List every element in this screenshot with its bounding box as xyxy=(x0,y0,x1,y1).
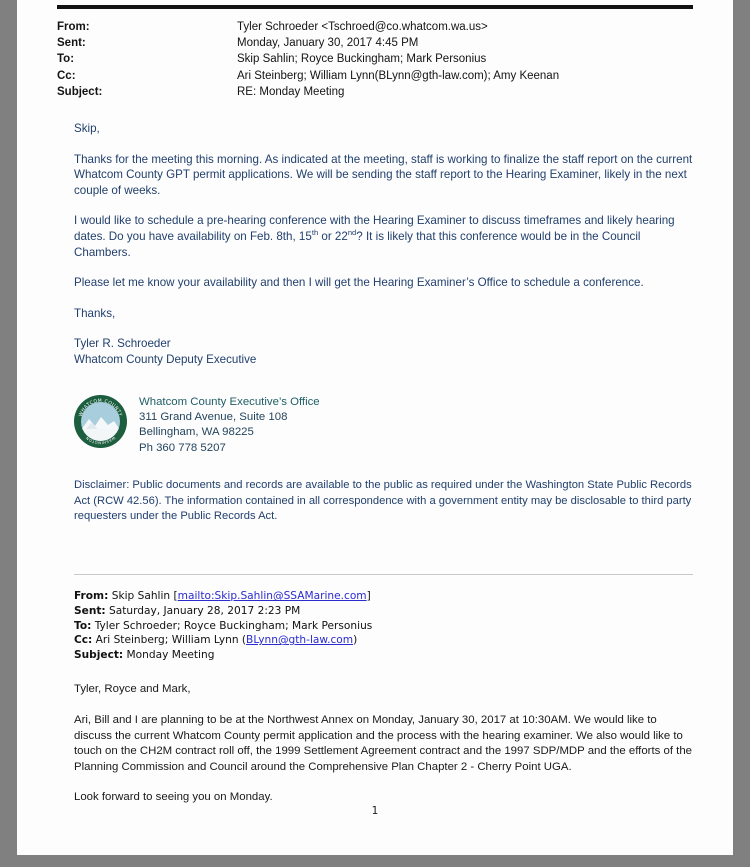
header-value-to: Skip Sahlin; Royce Buckingham; Mark Personius xyxy=(237,53,487,66)
quoted-label-cc: Cc: xyxy=(74,634,93,647)
salutation: Skip, xyxy=(74,122,100,136)
signature-office: Whatcom County Executive’s Office xyxy=(139,395,320,408)
svg-text:WASHINGTON: WASHINGTON xyxy=(85,435,116,445)
paragraph-2-segment-1: I would like to schedule a pre-hearing conference with the Hearing Examiner to discuss timeframes and likely hearing dates. Do you have availability on Feb. 8th, 15 xyxy=(74,214,675,243)
header-label-sent: Sent: xyxy=(57,37,86,50)
header-row-to xyxy=(57,52,693,68)
signature-block xyxy=(57,394,693,457)
seal-ring-text xyxy=(74,395,127,448)
quoted-from-suffix: ] xyxy=(366,590,371,603)
quoted-value-subject: Monday Meeting xyxy=(126,648,215,661)
quoted-paragraph-1: Ari, Bill and I are planning to be at the Northwest Annex on Monday, January 30, 2017 at 10:30AM. We would like to discuss the current Whatcom County permit application and the process with the hearing examiner. We also would like to touch on the CH2M contract roll off, the 1999 Settlement Agreement contract and the 1997 SDP/MDP and the efforts of the Planning Commission and Council around the Comprehensive Plan Chapter 2 - Cherry Point UGA. xyxy=(74,713,692,773)
body-paragraph-3: Please let me know your availability and then I will get the Hearing Examiner’s Office to schedule a conference. xyxy=(74,276,644,290)
header-label-from: From: xyxy=(57,21,90,33)
header-value-subject: RE: Monday Meeting xyxy=(237,85,345,98)
mailto-link-william-lynn[interactable]: BLynn@gth-law.com xyxy=(246,634,354,647)
quoted-value-to: Tyler Schroeder; Royce Buckingham; Mark Personius xyxy=(94,619,373,632)
quoted-from-name: Skip Sahlin [ xyxy=(111,590,178,603)
quoted-cc-suffix: ) xyxy=(353,634,358,647)
page-content xyxy=(57,0,693,806)
paragraph-2-segment-2: or 22 xyxy=(318,229,348,243)
quoted-email-body xyxy=(57,682,693,806)
quoted-header-row-to xyxy=(74,619,693,634)
quoted-paragraph-2: Look forward to seeing you on Monday. xyxy=(74,791,273,804)
paragraph-2-superscript-1: th xyxy=(311,228,319,238)
quoted-cc-prefix: Ari Steinberg; William Lynn ( xyxy=(95,634,247,647)
signature-street: 311 Grand Avenue, Suite 108 xyxy=(139,410,288,423)
disclaimer-text: Disclaimer: Public documents and records are available to the public as required under the Washington State Public Records Act (RCW 42.56). The information contained in all correspondence with a government entity may be disclosable to third party requesters under the Public Records Act. xyxy=(74,479,692,522)
signature-address xyxy=(139,394,320,457)
body-paragraph-2 xyxy=(74,213,693,260)
whatcom-county-seal-icon xyxy=(74,395,127,448)
header-row-subject xyxy=(57,85,693,101)
quoted-header-row-sent xyxy=(74,604,693,619)
closing: Thanks, xyxy=(74,306,116,320)
quoted-header-row-from xyxy=(74,589,693,604)
quoted-label-subject: Subject: xyxy=(74,648,124,661)
header-value-from: Tyler Schroeder <Tschroed@co.whatcom.wa.us> xyxy=(237,21,488,33)
header-row-cc xyxy=(57,69,693,85)
body-paragraph-1: Thanks for the meeting this morning. As indicated at the meeting, staff is working to finalize the staff report on the current Whatcom County GPT permit applications. We will be sending the staff report to the Hearing Examiner, likely in the next couple of weeks. xyxy=(74,152,693,197)
header-label-subject: Subject: xyxy=(57,85,103,98)
quoted-header-row-subject xyxy=(74,648,693,663)
quoted-header-row-cc xyxy=(74,633,693,648)
header-value-cc: Ari Steinberg; William Lynn(BLynn@gth-law.com); Amy Keenan xyxy=(237,69,560,82)
quoted-email-divider xyxy=(74,574,693,575)
svg-text:WHATCOM COUNTY: WHATCOM COUNTY xyxy=(78,398,123,417)
signature-phone: Ph 360 778 5207 xyxy=(139,441,226,454)
header-row-sent xyxy=(57,36,693,52)
signature-title: Whatcom County Deputy Executive xyxy=(74,352,257,366)
paragraph-2-superscript-2: nd xyxy=(347,228,357,238)
quoted-label-to: To: xyxy=(74,619,92,632)
page-number: 1 xyxy=(371,805,379,817)
header-label-to: To: xyxy=(57,53,75,66)
document-page xyxy=(17,0,733,855)
email-body xyxy=(57,105,693,368)
email-header-table xyxy=(57,20,693,101)
quoted-salutation: Tyler, Royce and Mark, xyxy=(74,683,191,696)
quoted-label-from: From: xyxy=(74,590,109,603)
quoted-email-header xyxy=(57,589,693,662)
quoted-value-sent: Saturday, January 28, 2017 2:23 PM xyxy=(109,604,301,617)
mailto-link-skip-sahlin[interactable]: mailto:Skip.Sahlin@SSAMarine.com xyxy=(177,590,367,603)
header-label-cc: Cc: xyxy=(57,69,76,82)
header-value-sent: Monday, January 30, 2017 4:45 PM xyxy=(237,37,419,50)
signature-city-state-zip: Bellingham, WA 98225 xyxy=(139,426,254,439)
header-row-from xyxy=(57,20,693,36)
top-divider xyxy=(57,5,693,9)
quoted-label-sent: Sent: xyxy=(74,604,106,617)
signature-name: Tyler R. Schroeder xyxy=(74,337,171,351)
paragraph-2-segment-3: ? It is likely that this conference would be in the Council Chambers. xyxy=(74,229,641,259)
